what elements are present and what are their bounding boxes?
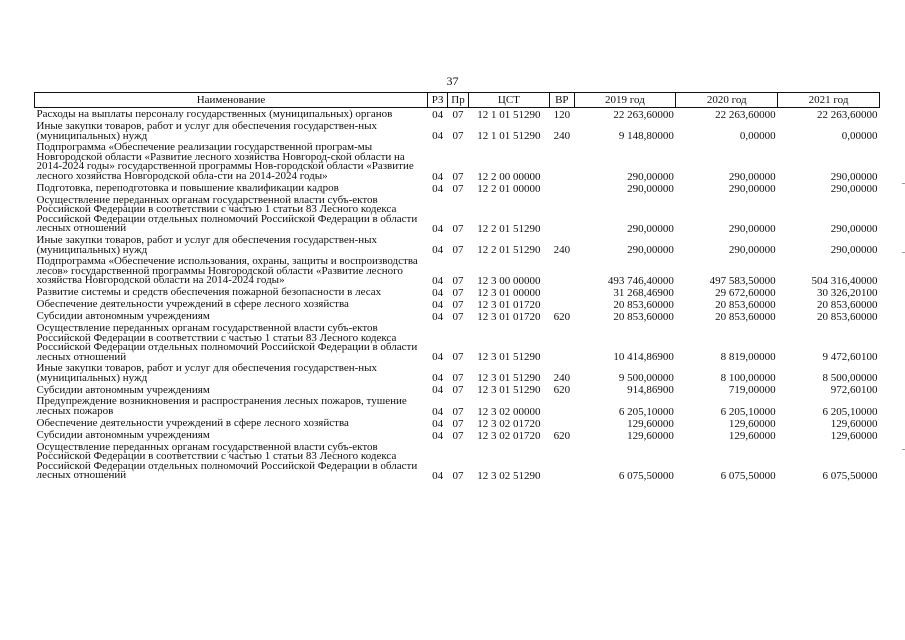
row-rz: 04 xyxy=(432,130,444,143)
table-row xyxy=(35,141,880,181)
row-2020: 8 100,00000 xyxy=(720,372,776,385)
row-rz: 04 xyxy=(432,109,444,121)
row-2019: 6 075,50000 xyxy=(618,470,674,483)
row-rz: 04 xyxy=(432,351,444,364)
row-2020: 20 853,60000 xyxy=(715,310,776,323)
row-cst: 12 3 02 01720 xyxy=(477,417,541,430)
row-name: Развитие системы и средств обеспечения пожарной безопасности в лесах xyxy=(36,286,382,299)
row-pr: 07 xyxy=(452,384,464,397)
row-rz: 04 xyxy=(432,244,444,257)
table-row xyxy=(35,441,880,481)
row-2020: 6 075,50000 xyxy=(720,470,776,483)
row-rz: 04 xyxy=(432,170,444,183)
row-2019: 31 268,46900 xyxy=(613,286,674,299)
row-2021: 6 075,50000 xyxy=(822,470,878,483)
table-row xyxy=(35,255,880,286)
row-pr: 07 xyxy=(452,182,464,195)
table-row xyxy=(35,429,880,441)
row-rz: 04 xyxy=(432,310,444,323)
table-row xyxy=(35,310,880,322)
table-row xyxy=(35,417,880,429)
row-2019: 290,00000 xyxy=(627,222,674,235)
row-rz: 04 xyxy=(432,286,444,299)
header-vr: ВР xyxy=(550,93,574,108)
row-vr: 120 xyxy=(553,109,571,121)
row-rz: 04 xyxy=(432,274,444,287)
row-2021: 20 853,60000 xyxy=(817,310,878,323)
row-vr xyxy=(550,194,574,234)
row-cst: 12 3 02 01720 xyxy=(477,429,541,442)
row-pr: 07 xyxy=(452,274,464,287)
row-cst: 12 3 01 01720 xyxy=(477,310,541,323)
table-row xyxy=(35,194,880,234)
row-pr: 07 xyxy=(452,130,464,143)
row-2019: 9 500,00000 xyxy=(618,372,674,385)
row-2019: 20 853,60000 xyxy=(613,298,674,311)
row-name: Осуществление переданных органам государственной власти субъ-ектов Российской Федерации в соответствии с частью 1 статьи 83 Лесного кодекса Российской Федерации отдельных полномочий Российской Федерации в области лесных отношений xyxy=(36,193,418,235)
row-pr: 07 xyxy=(452,244,464,257)
header-2020: 2020 год xyxy=(676,93,778,108)
row-name: Предупреждение возникновения и распространения лесных пожаров, тушение лесных пожаров xyxy=(36,395,407,418)
row-2021: 290,00000 xyxy=(830,244,878,257)
row-2021: 8 500,00000 xyxy=(822,372,878,385)
row-vr xyxy=(550,141,574,181)
row-2019: 9 148,80000 xyxy=(618,130,674,143)
header-name: Наименование xyxy=(35,93,428,108)
row-vr xyxy=(550,395,574,416)
row-vr xyxy=(550,255,574,286)
row-vr: 240 xyxy=(553,244,571,257)
row-2020: 290,00000 xyxy=(728,170,776,183)
row-name: Осуществление переданных органам государственной власти субъ-ектов Российской Федерации в соответствии с частью 1 статьи 83 Лесного кодекса Российской Федерации отдельных полномочий Российской Федерации в области лесных отношений xyxy=(36,321,418,363)
row-2021: 129,60000 xyxy=(830,429,878,442)
table-row xyxy=(35,182,880,194)
row-rz: 04 xyxy=(432,222,444,235)
row-2021: 22 263,60000 xyxy=(817,109,878,121)
row-name: Субсидии автономным учреждениям xyxy=(36,310,210,323)
row-pr: 07 xyxy=(452,405,464,418)
row-name: Субсидии автономным учреждениям xyxy=(36,429,210,442)
row-2020: 8 819,00000 xyxy=(720,351,776,364)
row-name: Подпрограмма «Обеспечение использования, охраны, защиты и воспроизводства лесов» государственной программы Новгородской области «Развитие лесного хозяйства Новгородской области на 2014-2024 годы» xyxy=(36,255,418,287)
row-2019: 10 414,86900 xyxy=(613,351,674,364)
row-rz: 04 xyxy=(432,384,444,397)
row-cst: 12 3 01 01720 xyxy=(477,298,541,311)
row-cst: 12 3 01 51290 xyxy=(477,384,541,397)
row-cst: 12 3 00 00000 xyxy=(477,274,541,287)
table-header-row xyxy=(35,93,880,108)
row-2019: 914,86900 xyxy=(627,384,674,397)
row-rz: 04 xyxy=(432,182,444,195)
row-vr xyxy=(550,286,574,298)
row-vr xyxy=(550,322,574,362)
row-rz: 04 xyxy=(432,417,444,430)
row-pr: 07 xyxy=(452,429,464,442)
header-2021: 2021 год xyxy=(778,93,880,108)
row-2019: 290,00000 xyxy=(627,170,674,183)
row-2019: 129,60000 xyxy=(627,429,674,442)
budget-table xyxy=(34,92,880,481)
row-rz: 04 xyxy=(432,470,444,483)
table-row xyxy=(35,383,880,395)
table-row xyxy=(35,395,880,416)
row-2020: 20 853,60000 xyxy=(715,298,776,311)
row-pr: 07 xyxy=(452,417,464,430)
page-number: 37 xyxy=(446,74,459,88)
row-2020: 719,00000 xyxy=(728,384,776,397)
row-vr xyxy=(550,417,574,429)
row-vr xyxy=(550,298,574,310)
row-vr: 620 xyxy=(553,429,571,442)
row-name: Иные закупки товаров, работ и услуг для обеспечения государствен-ных (муниципальных) нужд xyxy=(36,362,378,384)
row-2020: 0,00000 xyxy=(739,130,776,143)
row-pr: 07 xyxy=(452,372,464,385)
row-2020: 290,00000 xyxy=(728,182,776,195)
row-cst: 12 2 01 51290 xyxy=(477,244,541,257)
row-2021: 0,00000 xyxy=(841,130,878,143)
table-row xyxy=(35,298,880,310)
row-2021: 129,60000 xyxy=(830,417,878,430)
table-row xyxy=(35,234,880,255)
row-name: Подготовка, переподготовка и повышение квалификации кадров xyxy=(36,181,339,194)
row-2021: 290,00000 xyxy=(830,222,878,235)
row-2020: 29 672,60000 xyxy=(715,286,776,299)
row-name: Обеспечение деятельности учреждений в сфере лесного хозяйства xyxy=(36,298,349,311)
row-2019: 493 746,40000 xyxy=(607,274,674,287)
row-vr xyxy=(550,182,574,194)
header-2019: 2019 год xyxy=(574,93,676,108)
row-name: Осуществление переданных органам государственной власти субъ-ектов Российской Федерации в соответствии с частью 1 статьи 83 Лесного кодекса Российской Федерации отдельных полномочий Российской Федерации в области лесных отношений xyxy=(36,440,418,482)
row-2019: 22 263,60000 xyxy=(613,109,674,121)
row-2019: 290,00000 xyxy=(627,244,674,257)
row-cst: 12 3 02 51290 xyxy=(477,470,541,483)
row-2020: 290,00000 xyxy=(728,222,776,235)
row-pr: 07 xyxy=(452,310,464,323)
row-name: Иные закупки товаров, работ и услуг для обеспечения государствен-ных (муниципальных) нужд xyxy=(36,120,378,142)
row-2020: 129,60000 xyxy=(728,429,776,442)
row-pr: 07 xyxy=(452,470,464,483)
row-cst: 12 3 01 00000 xyxy=(477,286,541,299)
row-2021: 972,60100 xyxy=(830,384,878,397)
table-row xyxy=(35,322,880,362)
row-2019: 129,60000 xyxy=(627,417,674,430)
row-2020: 22 263,60000 xyxy=(715,109,776,121)
row-2021: 6 205,10000 xyxy=(822,405,878,418)
table-row xyxy=(35,362,880,383)
row-pr: 07 xyxy=(452,351,464,364)
row-vr: 620 xyxy=(553,384,571,397)
row-pr: 07 xyxy=(452,170,464,183)
row-vr: 620 xyxy=(553,310,571,323)
row-name: Расходы на выплаты персоналу государственных (муниципальных) органов xyxy=(36,108,393,121)
row-name: Подпрограмма «Обеспечение реализации государственной програм-мы Новгородской области «Развитие лесного хозяйства Новгород-ской области на 2014-2024 годы» государственной программы Нов-городской области «Развитие лесного хозяйства Новгородской обла-сти на 2014-2024 годы» xyxy=(36,141,414,182)
row-vr: 240 xyxy=(553,130,571,143)
row-2020: 6 205,10000 xyxy=(720,405,776,418)
row-cst: 12 1 01 51290 xyxy=(477,109,541,121)
header-pr: Пр xyxy=(448,93,468,108)
row-cst: 12 1 01 51290 xyxy=(477,130,541,143)
row-2020: 129,60000 xyxy=(728,417,776,430)
row-cst: 12 3 01 51290 xyxy=(477,372,541,385)
table-row xyxy=(35,108,880,121)
row-2021: 290,00000 xyxy=(830,170,878,183)
row-2019: 20 853,60000 xyxy=(613,310,674,323)
row-name: Обеспечение деятельности учреждений в сфере лесного хозяйства xyxy=(36,417,349,430)
row-rz: 04 xyxy=(432,372,444,385)
row-cst: 12 3 02 00000 xyxy=(477,405,541,418)
row-2021: 290,00000 xyxy=(830,182,878,195)
row-rz: 04 xyxy=(432,429,444,442)
row-pr: 07 xyxy=(452,286,464,299)
row-pr: 07 xyxy=(452,109,464,121)
row-pr: 07 xyxy=(452,298,464,311)
row-2021: 504 316,40000 xyxy=(811,274,878,287)
row-2021: 30 326,20100 xyxy=(817,286,878,299)
row-vr xyxy=(550,441,574,481)
row-2019: 6 205,10000 xyxy=(618,405,674,418)
table-row xyxy=(35,286,880,298)
row-vr: 240 xyxy=(553,372,571,385)
row-2019: 290,00000 xyxy=(627,182,674,195)
row-rz: 04 xyxy=(432,405,444,418)
row-2020: 497 583,50000 xyxy=(709,274,776,287)
row-rz: 04 xyxy=(432,298,444,311)
row-cst: 12 2 01 00000 xyxy=(477,182,541,195)
header-cst: ЦСТ xyxy=(468,93,549,108)
row-pr: 07 xyxy=(452,222,464,235)
row-name: Субсидии автономным учреждениям xyxy=(36,383,210,396)
header-rz: РЗ xyxy=(427,93,447,108)
row-name: Иные закупки товаров, работ и услуг для обеспечения государствен-ных (муниципальных) нужд xyxy=(36,233,378,256)
row-cst: 12 2 00 00000 xyxy=(477,170,541,183)
row-cst: 12 3 01 51290 xyxy=(477,351,541,364)
row-cst: 12 2 01 51290 xyxy=(477,222,541,235)
row-2021: 9 472,60100 xyxy=(822,351,878,364)
row-2020: 290,00000 xyxy=(728,244,776,257)
table-row xyxy=(35,120,880,141)
row-2021: 20 853,60000 xyxy=(817,298,878,311)
